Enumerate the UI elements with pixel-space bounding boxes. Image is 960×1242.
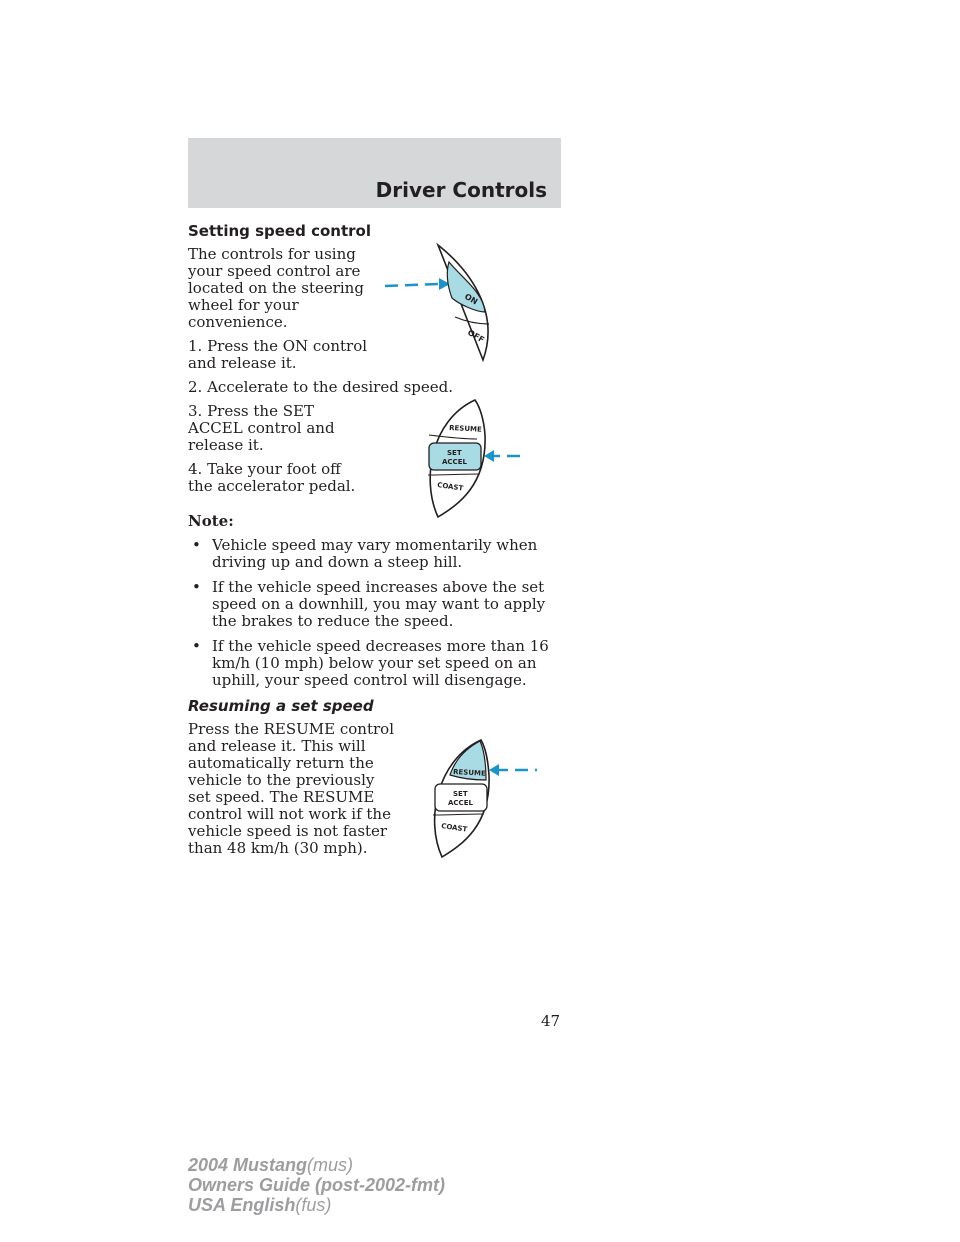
list-item-text: Vehicle speed may vary momentarily when driving up and down a steep hill. <box>212 536 538 571</box>
page-number: 47 <box>541 1012 561 1030</box>
bullet-icon: • <box>192 637 201 655</box>
footer-line-3 <box>188 1195 445 1215</box>
list-item <box>188 579 561 630</box>
on-button <box>447 262 485 312</box>
list-item-text: If the vehicle speed decreases more than 16 km/h (10 mph) below your set speed on an uphill, your speed control will disengage. <box>212 637 549 689</box>
footer-model-tag: (mus) <box>307 1155 354 1175</box>
step-1: 1. Press the ON control and release it. <box>188 337 368 372</box>
footer-language: USA English <box>188 1195 296 1215</box>
resume-paragraph: Press the RESUME control and release it. This will automatically return the vehicle to the previously set speed. The RESUME control will not work if the vehicle speed is not faster than 48 km/h (30 mph). <box>188 720 394 857</box>
step-2: 2. Accelerate to the desired speed. <box>188 378 454 396</box>
on-label: ON <box>463 291 480 307</box>
list-item <box>188 638 561 689</box>
footer-model: 2004 Mustang <box>188 1155 308 1175</box>
list-item <box>188 537 561 571</box>
step-4: 4. Take your foot off the accelerator pedal. <box>188 460 356 495</box>
bullet-icon: • <box>192 578 201 596</box>
heading-resuming-set-speed: Resuming a set speed <box>188 697 374 715</box>
accel-label: ACCEL <box>448 799 473 807</box>
note-list <box>188 537 561 689</box>
resume-control-figure <box>415 735 545 865</box>
set-label: SET <box>447 449 462 457</box>
section-title: Driver Controls <box>375 178 547 202</box>
pointer-arrow-head <box>489 764 499 776</box>
step-3: 3. Press the SET ACCEL control and release it. <box>188 402 335 454</box>
set-accel-control-figure <box>415 395 540 525</box>
footer-guide: Owners Guide (post-2002-fmt) <box>188 1175 446 1195</box>
on-off-control-figure <box>355 240 505 365</box>
coast-label: COAST <box>440 822 468 834</box>
resume-label: RESUME <box>448 424 482 434</box>
heading-setting-speed-control: Setting speed control <box>188 222 371 240</box>
section-header-tab <box>188 138 561 208</box>
coast-label: COAST <box>436 481 464 493</box>
pointer-arrow-head <box>484 450 494 462</box>
pointer-arrow-line <box>385 284 439 286</box>
footer-line-2 <box>188 1175 445 1195</box>
off-label: OFF <box>466 327 486 345</box>
intro-paragraph: The controls for using your speed control are located on the steering wheel for your convenience. <box>188 245 364 331</box>
document-footer <box>188 1155 445 1215</box>
resume-label: RESUME <box>452 768 486 778</box>
list-item-text: If the vehicle speed increases above the set speed on a downhill, you may want to apply the brakes to reduce the speed. <box>212 578 546 630</box>
footer-line-1 <box>188 1155 445 1175</box>
bullet-icon: • <box>192 536 201 554</box>
footer-language-tag: (fus) <box>295 1195 332 1215</box>
accel-label: ACCEL <box>442 458 467 466</box>
note-label: Note: <box>188 512 234 530</box>
set-label: SET <box>453 790 468 798</box>
